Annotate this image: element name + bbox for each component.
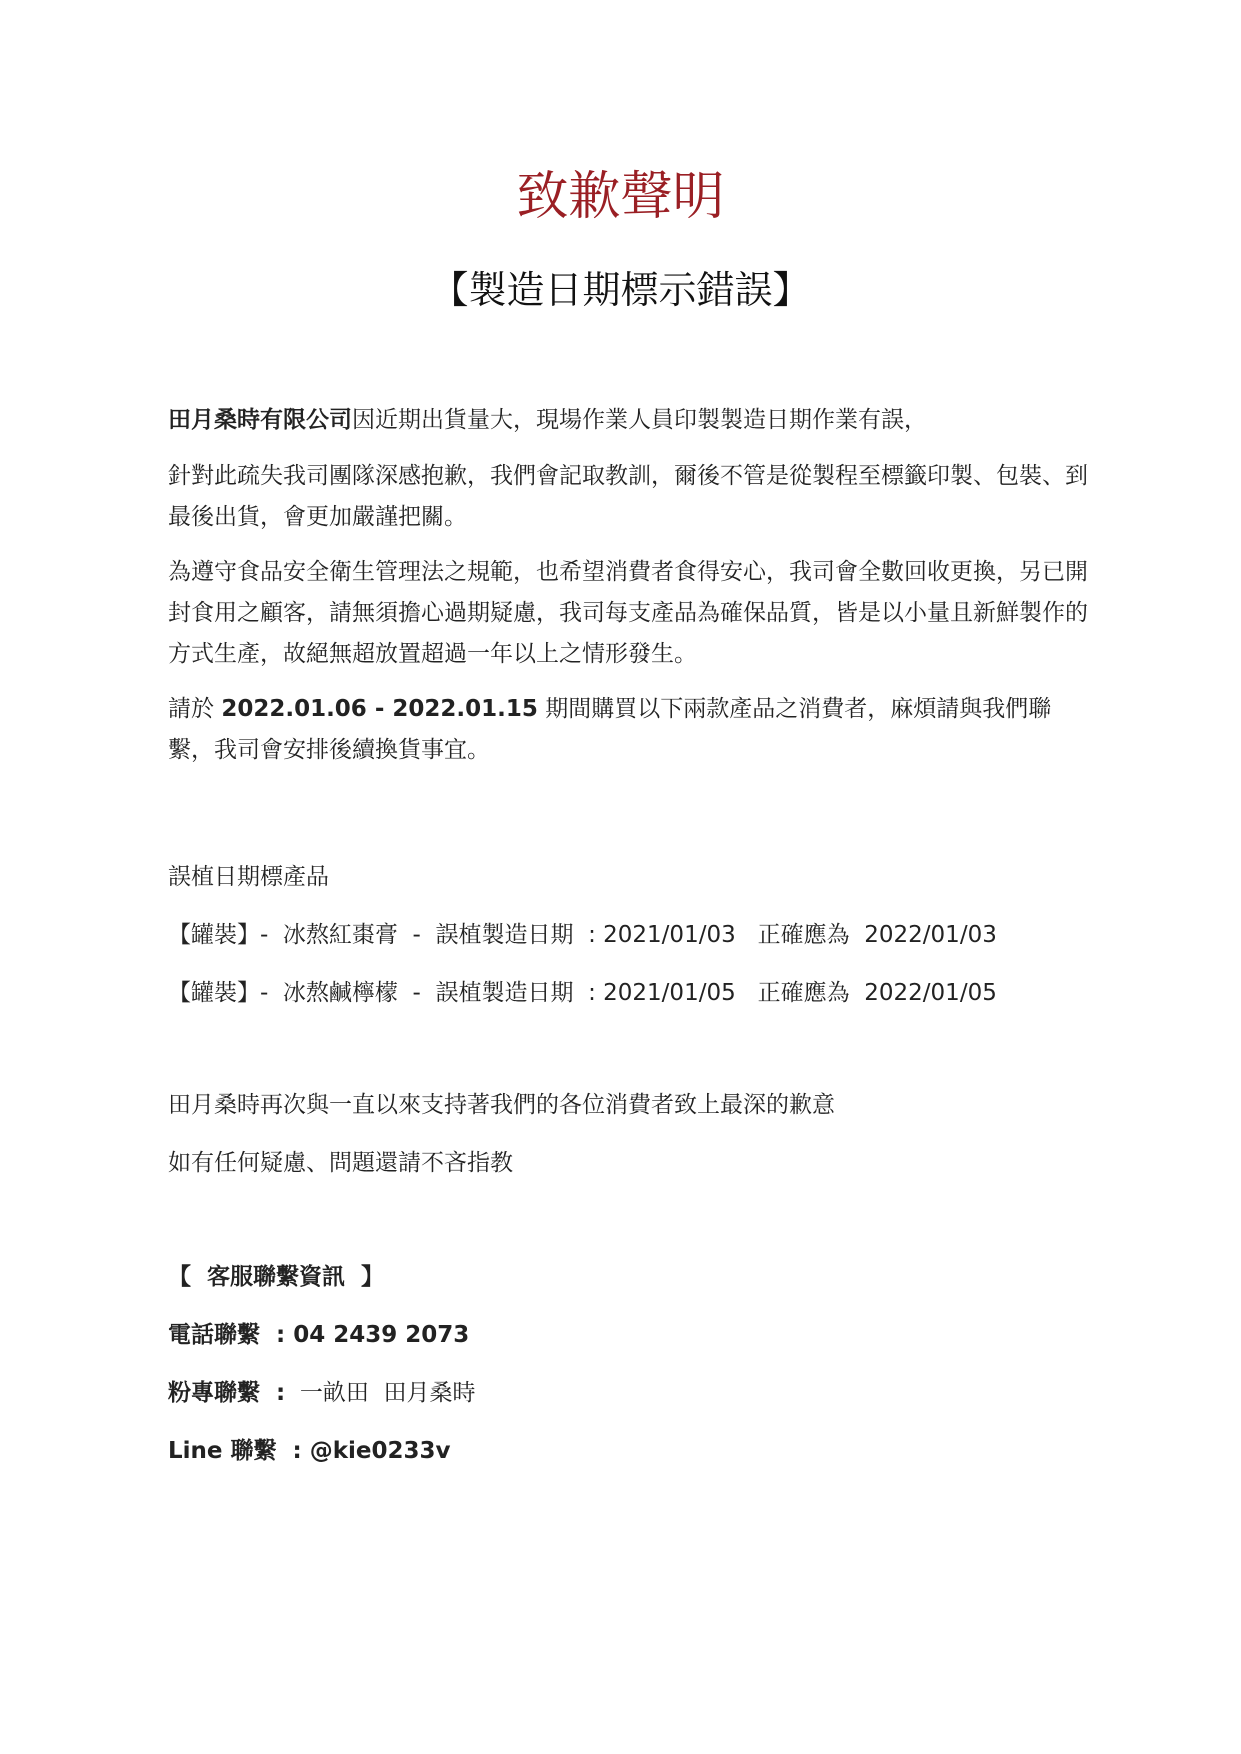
contact-line: Line 聯繫 : @kie0233v [168,1438,451,1464]
fanpage-value: 一畝田 田月桑時 [285,1380,476,1406]
closing-line: 如有任何疑慮、問題還請不吝指教 [168,1150,513,1176]
period-text: 期間購買以下兩款產品之消費者，麻煩請與我們聯繫，我司會安排後續換貨事宜。 [168,696,1052,763]
product-item: 【罐裝】- 冰熬鹹檸檬 - 誤植製造日期 : 2021/01/05 正確應為 2022/01/05 [168,980,997,1006]
fanpage-label: 粉專聯繫 : [168,1380,286,1406]
contact-fanpage [168,1373,1088,1431]
closing-remarks [168,1085,1088,1201]
paragraph-intro [168,400,1088,441]
page-subtitle: 【製造日期標示錯誤】 [430,268,811,312]
purchase-period: 2022.01.06 - 2022.01.15 [221,696,538,722]
page-title: 致歉聲明 [516,167,725,227]
paragraph-recall: 為遵守食品安全衛生管理法之規範，也希望消費者食得安心，我司會全數回收更換，另已開封食用之顧客，請無須擔心過期疑慮，我司每支產品為確保品質，皆是以小量且新鮮製作的方式生產，故絕無超放置超過一年以上之情形發生。 [168,559,1088,667]
closing-line: 田月桑時再次與一直以來支持著我們的各位消費者致上最深的歉意 [168,1092,835,1118]
product-list-heading: 誤植日期標產品 [168,864,329,890]
contact-info [168,1257,1088,1489]
paragraph-apology: 針對此疏失我司團隊深感抱歉，我們會記取教訓，爾後不管是從製程至標籤印製、包裝、到最後出貨，會更加嚴謹把關。 [168,463,1088,530]
period-prefix: 請於 [168,696,222,722]
company-name: 田月桑時有限公司 [168,407,352,433]
paragraph-period [168,689,1088,771]
product-item: 【罐裝】- 冰熬紅棗膏 - 誤植製造日期 : 2021/01/03 正確應為 2022/01/03 [168,922,997,948]
contact-heading: 【 客服聯繫資訊 】 [168,1264,385,1290]
product-list [168,857,1088,1031]
contact-phone: 電話聯繫 : 04 2439 2073 [168,1322,470,1348]
statement-body [168,400,1088,771]
intro-text: 因近期出貨量大，現場作業人員印製製造日期作業有誤， [352,407,927,433]
